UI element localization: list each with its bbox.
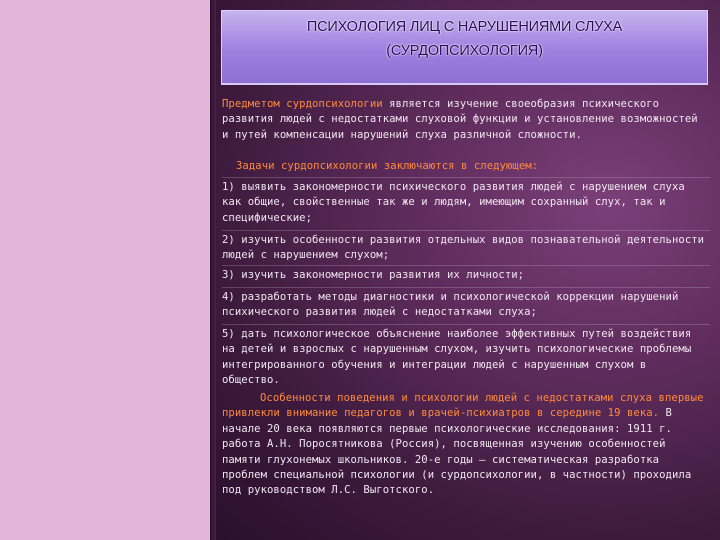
task-divider: [222, 287, 710, 288]
history-paragraph: [222, 391, 710, 499]
task-item-3: 3) изучить закономерности развития их личности;: [222, 269, 525, 281]
task-item-4: 4) разработать методы диагностики и психологической коррекции нарушений психического развития людей с недостатками слуха;: [222, 291, 679, 319]
task-divider: [222, 230, 710, 231]
slide-title-line-2: (СУРДОПСИХОЛОГИЯ): [386, 43, 543, 59]
left-margin-band: [0, 0, 210, 540]
title-underline: [222, 83, 707, 85]
slide-left-edge: [210, 0, 216, 540]
intro-paragraph: [222, 97, 710, 159]
intro-term: Предметом сурдопсихологии: [222, 98, 383, 110]
task-divider: [222, 324, 710, 325]
slide-title-line-1: ПСИХОЛОГИЯ ЛИЦ С НАРУШЕНИЯМИ СЛУХА: [306, 19, 623, 35]
task-item-5: 5) дать психологическое объяснение наиболее эффективных путей воздействия на детей и взрослых с нарушенным слухом, изучить психологические проблемы интегрированного обучения и интеграции людей с нарушенным слухом в общество.: [222, 328, 692, 387]
task-item-2: 2) изучить особенности развития отдельных видов познавательной деятельности людей с нарушением слухом;: [222, 234, 705, 262]
task-item-1: 1) выявить закономерности психического развития людей с нарушением слуха как общие, свойственные так же и людям, имеющим сохранный слух, так и специфические;: [222, 181, 685, 224]
task-divider: [222, 177, 710, 178]
history-highlight: Особенности поведения и психологии людей с недостатками слуха впервые привлекли внимание педагогов и врачей-психиатров в середине 19 века.: [222, 392, 704, 420]
slide-body: [222, 97, 710, 499]
tasks-heading: Задачи сурдопсихологии заключаются в следующем:: [236, 160, 539, 172]
task-divider: [222, 265, 710, 266]
intro-text: является изучение своеобразия психического развития людей с недостатками слуховой функции и установление возможностей и путей компенсации нарушений слуха различной сложности.: [222, 98, 698, 141]
history-text: В начале 20 века появляются первые психологические исследования: 1911 г. работа А.Н. Поросятникова (Россия), посвященная изучению особенностей памяти глухонемых школьников. 20-е годы – систематическая разработка проблем специальной психологии (и сурдопсихологии, в частности) проходила под руководством Л.С. Выготского.: [222, 407, 692, 497]
title-box: [221, 10, 708, 85]
